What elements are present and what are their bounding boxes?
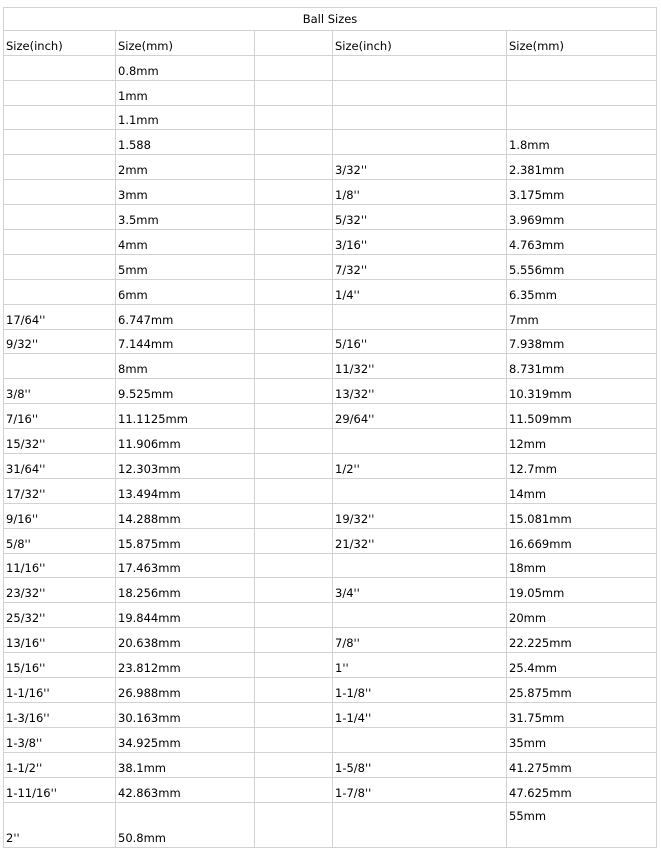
table-cell: 6.747mm: [116, 304, 255, 329]
table-row: [4, 702, 657, 727]
table-row: [4, 678, 657, 703]
table-cell: 19.05mm: [507, 578, 657, 603]
header-row: [4, 30, 657, 55]
table-cell: 0.8mm: [116, 55, 255, 80]
table-cell: [4, 130, 116, 155]
ball-sizes-table: [3, 7, 657, 848]
table-cell: 5/8'': [4, 528, 116, 553]
table-cell: [255, 329, 333, 354]
table-cell: 1'': [333, 653, 507, 678]
table-cell: 1-5/8'': [333, 752, 507, 777]
table-row: [4, 603, 657, 628]
table-cell: 1-3/8'': [4, 727, 116, 752]
table-cell: 10.319mm: [507, 379, 657, 404]
table-cell: [255, 603, 333, 628]
table-cell: 21/32'': [333, 528, 507, 553]
table-cell: 15/32'': [4, 429, 116, 454]
table-cell: 6.35mm: [507, 279, 657, 304]
table-row: [4, 329, 657, 354]
table-cell: 16.669mm: [507, 528, 657, 553]
table-cell: 7.938mm: [507, 329, 657, 354]
table-row: [4, 304, 657, 329]
table-row: [4, 80, 657, 105]
table-cell: 1/4'': [333, 279, 507, 304]
table-cell: [255, 180, 333, 205]
header-cell: Size(inch): [333, 30, 507, 55]
table-cell: 17/32'': [4, 478, 116, 503]
table-cell: [255, 802, 333, 847]
table-cell: 4mm: [116, 230, 255, 255]
table-cell: 9/16'': [4, 503, 116, 528]
table-cell: 7.144mm: [116, 329, 255, 354]
table-cell: 23.812mm: [116, 653, 255, 678]
table-cell: [4, 279, 116, 304]
table-row: [4, 454, 657, 479]
table-cell: [333, 802, 507, 847]
table-cell: 1-1/16'': [4, 678, 116, 703]
table-cell: [255, 304, 333, 329]
header-cell: [255, 30, 333, 55]
table-cell: [255, 528, 333, 553]
table-cell: 3/16'': [333, 230, 507, 255]
table-cell: [333, 130, 507, 155]
table-cell: 2'': [4, 802, 116, 847]
table-cell: 1/8'': [333, 180, 507, 205]
table-row: [4, 578, 657, 603]
table-cell: 13/16'': [4, 628, 116, 653]
table-cell: [255, 55, 333, 80]
table-cell: 30.163mm: [116, 702, 255, 727]
table-row: [4, 379, 657, 404]
table-cell: 55mm: [507, 802, 657, 847]
table-cell: 14.288mm: [116, 503, 255, 528]
table-cell: [255, 777, 333, 802]
table-cell: 5mm: [116, 254, 255, 279]
table-cell: [255, 478, 333, 503]
header-cell: Size(mm): [507, 30, 657, 55]
table-cell: [4, 230, 116, 255]
table-cell: 5/16'': [333, 329, 507, 354]
table-cell: 42.863mm: [116, 777, 255, 802]
table-row: [4, 503, 657, 528]
table-cell: 3/4'': [333, 578, 507, 603]
table-cell: 2.381mm: [507, 155, 657, 180]
table-title: Ball Sizes: [4, 8, 657, 31]
table-cell: [4, 354, 116, 379]
table-cell: 3.969mm: [507, 205, 657, 230]
table-row: [4, 205, 657, 230]
table-row: [4, 55, 657, 80]
table-cell: [333, 105, 507, 130]
table-row: [4, 727, 657, 752]
table-cell: [255, 454, 333, 479]
table-cell: [333, 603, 507, 628]
table-cell: 15.875mm: [116, 528, 255, 553]
table-cell: 1-7/8'': [333, 777, 507, 802]
table-cell: 7/8'': [333, 628, 507, 653]
table-row: [4, 180, 657, 205]
header-cell: Size(inch): [4, 30, 116, 55]
table-cell: 8.731mm: [507, 354, 657, 379]
table-cell: 9.525mm: [116, 379, 255, 404]
table-row: [4, 553, 657, 578]
table-cell: 31/64'': [4, 454, 116, 479]
table-row: [4, 254, 657, 279]
table-cell: 12mm: [507, 429, 657, 454]
table-cell: [255, 404, 333, 429]
ball-sizes-table-container: [3, 7, 657, 848]
table-cell: [4, 105, 116, 130]
table-cell: 17.463mm: [116, 553, 255, 578]
table-cell: [333, 553, 507, 578]
table-cell: [333, 304, 507, 329]
table-cell: 17/64'': [4, 304, 116, 329]
table-cell: [507, 80, 657, 105]
table-cell: 20.638mm: [116, 628, 255, 653]
table-cell: 31.75mm: [507, 702, 657, 727]
table-cell: 25/32'': [4, 603, 116, 628]
table-row: [4, 478, 657, 503]
table-cell: 11/32'': [333, 354, 507, 379]
table-cell: [255, 628, 333, 653]
table-cell: 12.7mm: [507, 454, 657, 479]
table-cell: [255, 678, 333, 703]
table-cell: [255, 653, 333, 678]
table-cell: 50.8mm: [116, 802, 255, 847]
table-cell: 3mm: [116, 180, 255, 205]
table-cell: 1.588: [116, 130, 255, 155]
table-cell: 12.303mm: [116, 454, 255, 479]
table-cell: 18.256mm: [116, 578, 255, 603]
table-cell: 25.875mm: [507, 678, 657, 703]
table-cell: [255, 553, 333, 578]
table-cell: 11.906mm: [116, 429, 255, 454]
table-row: [4, 653, 657, 678]
table-cell: 1-1/4'': [333, 702, 507, 727]
table-row: [4, 105, 657, 130]
table-cell: [255, 727, 333, 752]
table-cell: 3.5mm: [116, 205, 255, 230]
table-cell: [4, 155, 116, 180]
table-cell: 8mm: [116, 354, 255, 379]
table-cell: [333, 55, 507, 80]
table-cell: [255, 752, 333, 777]
table-cell: 47.625mm: [507, 777, 657, 802]
table-row: [4, 404, 657, 429]
table-row: [4, 279, 657, 304]
table-cell: 22.225mm: [507, 628, 657, 653]
table-cell: 6mm: [116, 279, 255, 304]
table-row: [4, 628, 657, 653]
table-cell: [255, 702, 333, 727]
table-cell: 15/16'': [4, 653, 116, 678]
table-cell: 13.494mm: [116, 478, 255, 503]
table-cell: [4, 80, 116, 105]
table-cell: [255, 379, 333, 404]
table-cell: 1-3/16'': [4, 702, 116, 727]
table-cell: 5.556mm: [507, 254, 657, 279]
table-cell: 3/32'': [333, 155, 507, 180]
table-cell: [4, 254, 116, 279]
table-cell: 13/32'': [333, 379, 507, 404]
table-cell: 18mm: [507, 553, 657, 578]
table-cell: 34.925mm: [116, 727, 255, 752]
table-cell: 1.1mm: [116, 105, 255, 130]
table-cell: 29/64'': [333, 404, 507, 429]
table-cell: 11.1125mm: [116, 404, 255, 429]
table-row: [4, 130, 657, 155]
table-cell: [255, 429, 333, 454]
table-cell: [4, 180, 116, 205]
table-row: [4, 155, 657, 180]
table-cell: [255, 155, 333, 180]
table-cell: [333, 80, 507, 105]
table-cell: [255, 279, 333, 304]
table-row: [4, 354, 657, 379]
table-cell: 1/2'': [333, 454, 507, 479]
table-cell: 11/16'': [4, 553, 116, 578]
table-row: [4, 802, 657, 847]
table-cell: [255, 503, 333, 528]
table-cell: [255, 130, 333, 155]
table-row: [4, 777, 657, 802]
table-cell: [507, 105, 657, 130]
table-cell: 1-1/8'': [333, 678, 507, 703]
table-cell: [4, 205, 116, 230]
table-cell: 2mm: [116, 155, 255, 180]
table-cell: [333, 429, 507, 454]
table-cell: 20mm: [507, 603, 657, 628]
table-cell: [255, 254, 333, 279]
table-cell: 4.763mm: [507, 230, 657, 255]
table-cell: 41.275mm: [507, 752, 657, 777]
table-cell: 14mm: [507, 478, 657, 503]
table-cell: 25.4mm: [507, 653, 657, 678]
table-cell: 3/8'': [4, 379, 116, 404]
table-cell: [255, 230, 333, 255]
table-cell: 5/32'': [333, 205, 507, 230]
table-cell: 7/32'': [333, 254, 507, 279]
table-cell: 19/32'': [333, 503, 507, 528]
table-cell: 9/32'': [4, 329, 116, 354]
table-row: [4, 230, 657, 255]
table-cell: 7mm: [507, 304, 657, 329]
table-cell: 7/16'': [4, 404, 116, 429]
table-row: [4, 528, 657, 553]
table-cell: 15.081mm: [507, 503, 657, 528]
table-cell: 1mm: [116, 80, 255, 105]
table-cell: [255, 80, 333, 105]
table-cell: 3.175mm: [507, 180, 657, 205]
table-cell: [507, 55, 657, 80]
table-cell: [255, 354, 333, 379]
table-cell: 1-11/16'': [4, 777, 116, 802]
table-cell: [333, 727, 507, 752]
table-cell: 19.844mm: [116, 603, 255, 628]
table-cell: [255, 578, 333, 603]
table-cell: 38.1mm: [116, 752, 255, 777]
table-cell: 11.509mm: [507, 404, 657, 429]
table-row: [4, 752, 657, 777]
table-cell: 1.8mm: [507, 130, 657, 155]
table-cell: [4, 55, 116, 80]
table-cell: [255, 105, 333, 130]
table-cell: [255, 205, 333, 230]
table-row: [4, 429, 657, 454]
title-row: [4, 8, 657, 31]
table-cell: 26.988mm: [116, 678, 255, 703]
table-cell: 23/32'': [4, 578, 116, 603]
table-cell: [333, 478, 507, 503]
table-cell: 35mm: [507, 727, 657, 752]
header-cell: Size(mm): [116, 30, 255, 55]
table-cell: 1-1/2'': [4, 752, 116, 777]
